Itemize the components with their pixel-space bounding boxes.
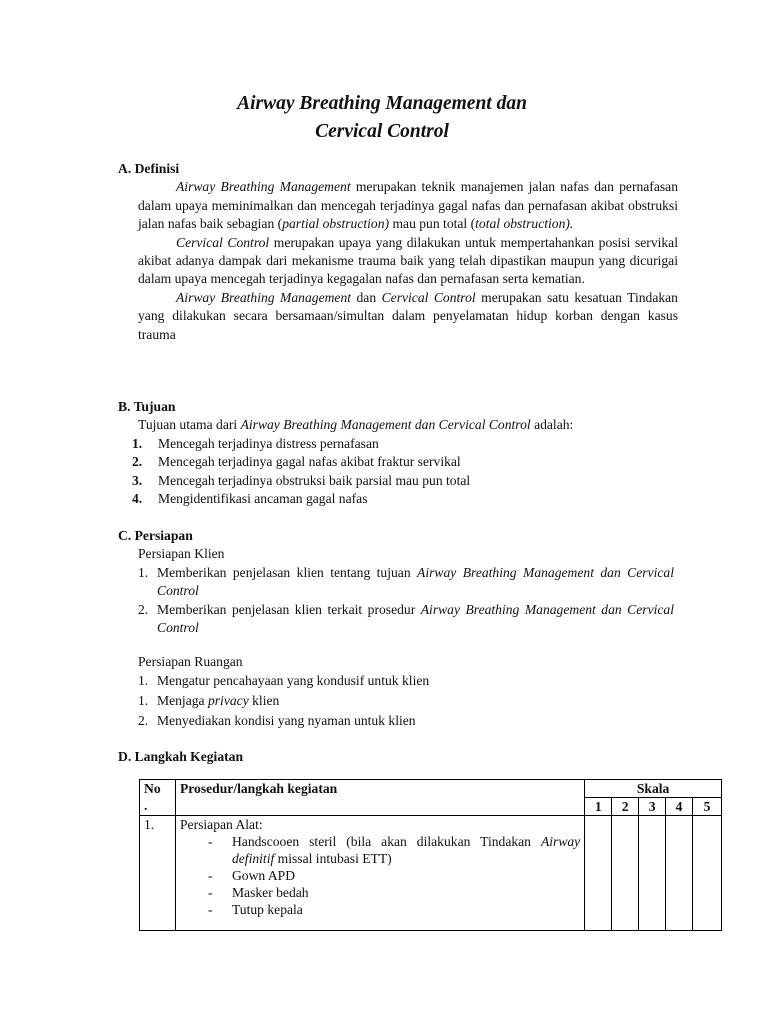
list-item — [118, 435, 678, 453]
list-item — [118, 453, 678, 471]
list-item — [118, 712, 678, 730]
dash-bullet: - — [207, 868, 213, 883]
list-item — [118, 564, 678, 601]
tujuan-intro-b: adalah: — [530, 417, 574, 433]
table-row — [140, 816, 722, 931]
term-airway-breathing-management: Airway Breathing Management — [176, 179, 351, 195]
row-item-text-b: missal intubasi ETT) — [274, 851, 392, 866]
definisi-p2-text: merupakan upaya yang dilakukan untuk mempertahankan posisi servikal akibat adanya dampak dari mekanisme trauma baik yang telah dipastikan maupun yang dicurigai dalam upaya mencegah terjadinya kegagalan nafas dan pernafasan serta kematian. — [138, 234, 678, 287]
title-line-1: Airway Breathing Management dan — [237, 93, 527, 114]
list-text: Mencegah terjadinya obstruksi baik parsial mau pun total — [158, 472, 471, 488]
score-cell[interactable] — [585, 816, 612, 931]
list-text: Memberikan penjelasan klien tentang tujuan — [157, 564, 418, 580]
header-no-dot: . — [144, 798, 148, 813]
list-item — [118, 692, 678, 710]
dash-bullet: - — [207, 885, 213, 900]
scale-1: 1 — [585, 798, 612, 816]
list-item — [118, 672, 678, 690]
list-text: Memberikan penjelasan klien terkait prosedur — [157, 601, 421, 617]
term-cervical-control-2: Cervical Control — [381, 289, 476, 305]
term-airway-breathing-management-2: Airway Breathing Management — [176, 289, 352, 305]
header-skala: Skala — [585, 780, 722, 798]
row-item-text: Gown APD — [231, 868, 296, 883]
term-partial-obstruction: partial obstruction) — [282, 216, 390, 232]
scale-2: 2 — [612, 798, 639, 816]
section-heading-persiapan: C. Persiapan — [118, 528, 193, 543]
row-item-text: Tutup kepala — [231, 902, 303, 917]
list-item — [118, 601, 678, 638]
list-number: 2. — [132, 454, 143, 470]
row-item — [180, 867, 580, 884]
term-cervical-control: Cervical Control — [176, 234, 270, 250]
section-heading-definisi: A. Definisi — [118, 161, 180, 176]
definisi-paragraph-3 — [138, 289, 678, 344]
tujuan-list — [118, 435, 678, 509]
section-langkah — [118, 748, 678, 766]
list-number: 2. — [138, 712, 149, 728]
row-item — [180, 884, 580, 901]
list-number: 1. — [132, 435, 143, 451]
list-text-em: Airway Breathing Management dan Cervical Control — [157, 564, 674, 599]
section-persiapan — [118, 527, 678, 730]
list-number: 1. — [138, 564, 149, 580]
document-title — [0, 90, 764, 146]
list-number: 4. — [132, 491, 143, 507]
list-text: Mencegah terjadinya gagal nafas akibat fraktur servikal — [158, 454, 461, 470]
dash-bullet: - — [207, 834, 213, 849]
table-header-row — [140, 780, 722, 798]
score-cell[interactable] — [693, 816, 722, 931]
list-text-b: klien — [248, 693, 280, 709]
score-cell[interactable] — [612, 816, 639, 931]
row-no: 1. — [140, 816, 176, 931]
score-cell[interactable] — [666, 816, 693, 931]
title-line-2: Cervical Control — [315, 121, 449, 142]
term-total-obstruction: total obstruction). — [475, 216, 574, 232]
list-number: 3. — [132, 472, 143, 488]
list-text: Mengatur pencahayaan yang kondusif untuk klien — [157, 672, 430, 688]
list-text: Mengidentifikasi ancaman gagal nafas — [158, 491, 368, 507]
row-item-em: Airway definitif — [231, 834, 581, 866]
list-item — [118, 490, 678, 508]
definisi-p1-text-a: merupakan teknik manajemen jalan nafas dan pernafasan dalam upaya meminimalkan dan mencegah terjadinya gagal nafas dan pernafasan akibat obstruksi jalan nafas baik sebagian ( — [138, 179, 678, 232]
langkah-table — [139, 779, 722, 931]
definisi-paragraph-2 — [138, 234, 678, 289]
row-item — [180, 833, 580, 867]
dash-bullet: - — [207, 902, 213, 917]
list-number: 1. — [138, 693, 149, 709]
score-cell[interactable] — [639, 816, 666, 931]
list-text-a: Menjaga — [157, 693, 208, 709]
list-number: 2. — [138, 601, 149, 617]
list-item — [118, 472, 678, 490]
scale-4: 4 — [666, 798, 693, 816]
header-no-text: No — [144, 781, 161, 796]
header-no — [140, 780, 176, 816]
header-prosedur: Prosedur/langkah kegiatan — [175, 780, 584, 816]
section-heading-tujuan: B. Tujuan — [118, 399, 176, 414]
definisi-p3-text-b: merupakan satu kesatuan Tindakan yang dilakukan secara bersamaan/simultan dalam penyelamatan hidup korban dengan kasus trauma — [138, 289, 678, 342]
scale-5: 5 — [693, 798, 722, 816]
list-text-em: Airway Breathing Management dan Cervical Control — [157, 601, 674, 636]
scale-3: 3 — [639, 798, 666, 816]
list-text: Mencegah terjadinya distress pernafasan — [158, 435, 379, 451]
definisi-p1-text-b: mau pun total ( — [389, 216, 476, 232]
row-prosedur — [175, 816, 584, 931]
tujuan-intro — [118, 416, 678, 434]
tujuan-intro-a: Tujuan utama dari — [138, 417, 241, 433]
section-definisi — [118, 160, 678, 344]
section-tujuan — [118, 398, 678, 508]
persiapan-klien-label: Persiapan Klien — [138, 546, 225, 562]
tujuan-intro-em: Airway Breathing Management dan Cervical Control — [240, 417, 531, 433]
row-item-text: Masker bedah — [231, 885, 309, 900]
definisi-p3-text-a: dan — [351, 289, 382, 305]
list-number: 1. — [138, 672, 149, 688]
section-heading-langkah: D. Langkah Kegiatan — [118, 749, 244, 764]
row-item-text-a: Handscooen steril (bila akan dilakukan Tindakan — [231, 834, 541, 849]
list-text: Menyediakan kondisi yang nyaman untuk klien — [157, 712, 416, 728]
definisi-paragraph-1 — [138, 178, 678, 233]
persiapan-ruangan-label: Persiapan Ruangan — [138, 654, 243, 670]
row-item — [180, 901, 580, 918]
row-heading: Persiapan Alat: — [179, 817, 263, 832]
list-text-em: privacy — [207, 693, 249, 709]
